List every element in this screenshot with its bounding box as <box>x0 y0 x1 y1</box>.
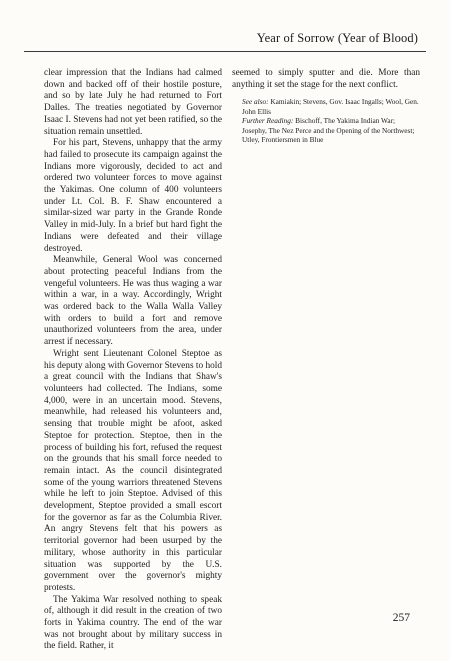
paragraph: The Yakima War resolved nothing to speak of, although it did result in the creation of two forts in Yakima country. The end of the war was not brought about by military success in the field. Rather, it <box>44 594 222 652</box>
paragraph: clear impression that the Indians had calmed down and backed off of their hostile posture, and so by late July he had returned to Fort Dalles. The treaties negotiated by Governor Isaac I. Stevens had not yet been ratified, so the situation remain unsettled. <box>44 68 222 137</box>
see-also <box>242 97 420 116</box>
references <box>232 97 420 144</box>
see-also-label: See also: <box>242 97 269 107</box>
running-head: Year of Sorrow (Year of Blood) <box>256 31 418 45</box>
paragraph: Meanwhile, General Wool was concerned about protecting peaceful Indians from the vengeful volunteers. He was thus waging a war within a war, in a way. Accordingly, Wright was ordered back to the Walla Walla Valley with orders to build a fort and remove unauthorized volunteers from the area, under arrest if necessary. <box>44 255 222 348</box>
further-reading-label: Further Reading: <box>242 116 294 126</box>
paragraph: seemed to simply sputter and die. More than anything it set the stage for the next conflict. <box>232 68 420 90</box>
right-column <box>232 68 420 144</box>
page-number: 257 <box>392 612 410 624</box>
paragraph: For his part, Stevens, unhappy that the army had failed to prosecute its campaign against the Indians more vigorously, decided to act and ordered two volunteer forces to move against the Yakimas. One column of 400 volunteers under Lt. Col. B. F. Shaw encountered a similar-sized war party in the Grande Ronde Valley in mid-July. In a brief but hard fight the Indians were defeated and their village destroyed. <box>44 138 222 254</box>
further-reading-text: Bischoff, The Yakima Indian War; Josephy, The Nez Perce and the Opening of the Northwest; Utley, Frontiersmen in Blue <box>242 116 415 145</box>
left-column <box>44 68 222 653</box>
further-reading <box>242 116 420 144</box>
header-rule <box>24 51 426 52</box>
paragraph: Wright sent Lieutenant Colonel Steptoe as his deputy along with Governor Stevens to hold a great council with the Indians that Shaw's volunteers had collected. The Indians, some 4,000, were in an uncertain mood. Stevens, meanwhile, had released his volunteers and, sensing that trouble might be afoot, asked Steptoe for protection. Steptoe, then in the process of building his fort, refused the request on the grounds that his small force needed to remain intact. As the council disintegrated some of the young warriors threatened Stevens while he left to join Steptoe. Advised of this development, Steptoe provided a small escort for the governor as far as the Columbia River. An angry Stevens felt that his powers as territorial governor had been usurped by the military, whose authority in this particular situation was supported by the U.S. government over the governor's mighty protests. <box>44 348 222 593</box>
see-also-text: Kamiakin; Stevens, Gov. Isaac Ingalls; Wool, Gen. John Ellis <box>242 97 419 116</box>
